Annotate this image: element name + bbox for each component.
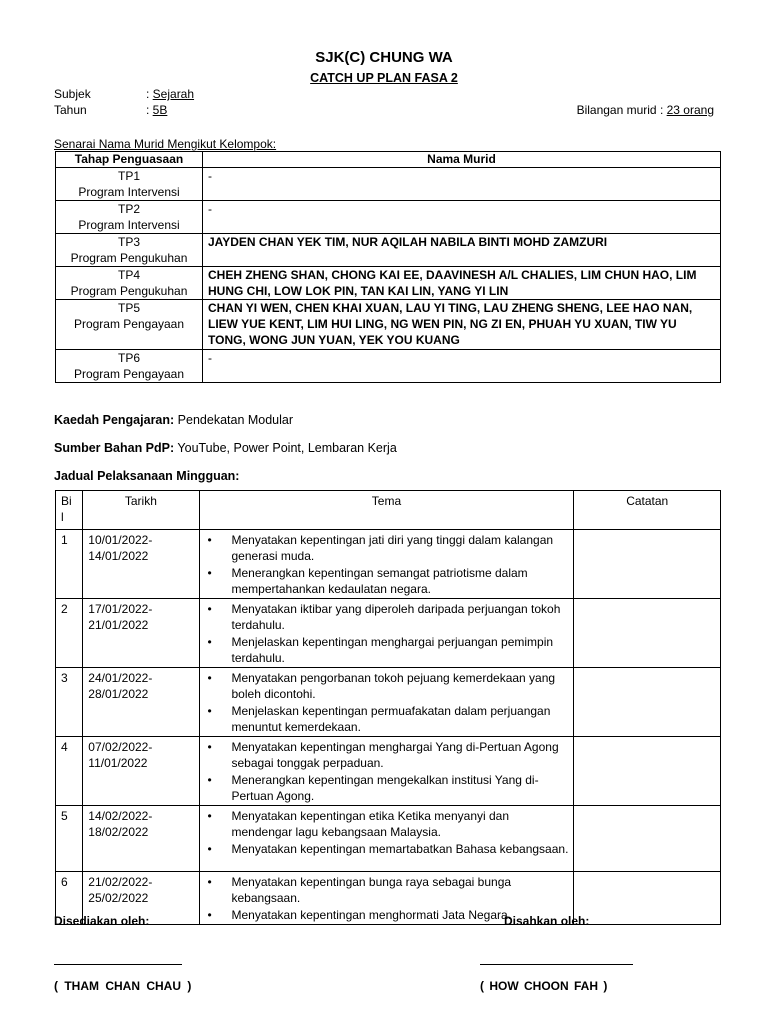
schedule-row — [56, 872, 721, 925]
sumber-bahan — [54, 440, 397, 456]
col-tema: Tema — [199, 491, 574, 530]
prepared-by-label: Disediakan oleh: — [54, 914, 150, 928]
student-names: - — [203, 201, 721, 234]
level-code: TP3 — [117, 235, 140, 249]
schedule-row — [56, 530, 721, 599]
prepared-signature-line — [54, 964, 182, 965]
group-table-header — [56, 152, 721, 168]
schedule-header — [56, 491, 721, 530]
tema-bullet: • Menyatakan kepentingan bunga raya sebagai bunga kebangsaan. — [204, 874, 570, 906]
student-names: - — [203, 350, 721, 383]
bil-cell: 6 — [56, 872, 83, 925]
level-cell — [56, 350, 203, 383]
student-names: CHAN YI WEN, CHEN KHAI XUAN, LAU YI TING, LAU ZHENG SHENG, LEE HAO NAN, LIEW YUE KENT, LIM HUI LING, NG WEN PIN, NG ZI EN, PHUAH YU XUAN, TIW YU TONG, WONG JUN YUAN, YEK YOU KUANG — [203, 300, 721, 350]
group-row-tp5 — [56, 300, 721, 350]
level-program: Program Pengayaan — [73, 367, 185, 381]
bilangan-label: Bilangan murid — [576, 103, 657, 117]
plan-title: CATCH UP PLAN FASA 2 — [310, 71, 458, 85]
level-code: TP1 — [117, 169, 140, 183]
level-code: TP4 — [117, 268, 140, 282]
tarikh-cell: 10/01/2022- 14/01/2022 — [83, 530, 199, 599]
tarikh-cell: 17/01/2022- 21/01/2022 — [83, 599, 199, 668]
bil-cell: 4 — [56, 737, 83, 806]
subjek-label: Subjek — [54, 87, 91, 101]
tema-cell — [199, 530, 574, 599]
sumber-label: Sumber Bahan PdP: — [54, 441, 175, 455]
catatan-cell — [574, 806, 721, 872]
tema-bullet: • Menyatakan kepentingan jati diri yang tinggi dalam kalangan generasi muda. — [204, 532, 570, 564]
level-program: Program Intervensi — [78, 185, 180, 199]
level-program: Program Pengukuhan — [70, 251, 188, 265]
group-row-tp3 — [56, 234, 721, 267]
schedule-row — [56, 737, 721, 806]
bil-cell: 3 — [56, 668, 83, 737]
approved-signature-line — [480, 964, 633, 965]
level-cell — [56, 201, 203, 234]
level-program: Program Pengukuhan — [70, 284, 188, 298]
tema-bullet: • Menerangkan kepentingan mengekalkan institusi Yang di-Pertuan Agong. — [204, 772, 570, 804]
level-cell — [56, 234, 203, 267]
schedule-row — [56, 806, 721, 872]
col-nama-murid: Nama Murid — [203, 152, 721, 168]
bilangan-value: 23 orang — [666, 103, 714, 117]
tema-bullet: • Menyatakan iktibar yang diperoleh daripada perjuangan tokoh terdahulu. — [204, 601, 570, 633]
sumber-value: YouTube, Power Point, Lembaran Kerja — [177, 441, 397, 455]
group-list-title: Senarai Nama Murid Mengikut Kelompok: — [54, 137, 277, 151]
tema-cell — [199, 599, 574, 668]
bil-cell: 1 — [56, 530, 83, 599]
level-code: TP2 — [117, 202, 140, 216]
level-code: TP5 — [117, 301, 140, 315]
student-names: - — [203, 168, 721, 201]
col-bil: Bi l — [56, 491, 83, 530]
tarikh-cell: 07/02/2022- 11/01/2022 — [83, 737, 199, 806]
catatan-cell — [574, 599, 721, 668]
schedule-row — [56, 668, 721, 737]
subjek-value: Sejarah — [152, 87, 195, 101]
tarikh-cell: 14/02/2022- 18/02/2022 — [83, 806, 199, 872]
col-tarikh: Tarikh — [83, 491, 199, 530]
catatan-cell — [574, 872, 721, 925]
level-code: TP6 — [117, 351, 140, 365]
catatan-cell — [574, 530, 721, 599]
kaedah-value: Pendekatan Modular — [177, 413, 294, 427]
tema-bullet: • Menyatakan kepentingan menghargai Yang di-Pertuan Agong sebagai tonggak perpaduan. — [204, 739, 570, 771]
prepared-by-name: ( THAM CHAN CHAU ) — [54, 979, 192, 993]
group-row-tp4 — [56, 267, 721, 300]
student-names: JAYDEN CHAN YEK TIM, NUR AQILAH NABILA BINTI MOHD ZAMZURI — [203, 234, 721, 267]
kaedah-pengajaran — [54, 412, 293, 428]
kaedah-label: Kaedah Pengajaran: — [54, 413, 175, 427]
tema-bullet: • Menerangkan kepentingan semangat patriotisme dalam mempertahankan kedaulatan negara. — [204, 565, 570, 597]
tema-bullet: • Menyatakan kepentingan menghormati Jata Negara. — [204, 907, 570, 923]
approved-by-name: ( HOW CHOON FAH ) — [480, 979, 608, 993]
level-program: Program Pengayaan — [73, 317, 185, 331]
tema-bullet: • Menyatakan kepentingan memartabatkan Bahasa kebangsaan. — [204, 841, 570, 857]
col-catatan: Catatan — [574, 491, 721, 530]
level-cell — [56, 168, 203, 201]
level-cell — [56, 300, 203, 350]
school-name: SJK(C) CHUNG WA — [315, 49, 453, 66]
level-program: Program Intervensi — [78, 218, 180, 232]
group-row-tp1 — [56, 168, 721, 201]
tema-bullet: • Menyatakan pengorbanan tokoh pejuang kemerdekaan yang boleh dicontohi. — [204, 670, 570, 702]
col-tahap-penguasaan: Tahap Penguasaan — [56, 152, 203, 168]
catatan-cell — [574, 668, 721, 737]
tahun-value: 5B — [152, 103, 168, 117]
bil-cell: 5 — [56, 806, 83, 872]
tarikh-cell: 24/01/2022- 28/01/2022 — [83, 668, 199, 737]
tahun-label: Tahun — [54, 103, 87, 117]
tema-bullet: • Menyatakan kepentingan etika Ketika menyanyi dan mendengar lagu kebangsaan Malaysia. — [204, 808, 570, 840]
tema-cell — [199, 737, 574, 806]
jadual-title: Jadual Pelaksanaan Mingguan: — [54, 469, 240, 483]
schedule-row — [56, 599, 721, 668]
group-table — [55, 151, 721, 383]
bil-cell: 2 — [56, 599, 83, 668]
meta-tahun-row: Tahun : 5B Bilangan murid : 23 orang — [54, 103, 714, 117]
tema-bullet: • Menjelaskan kepentingan menghargai perjuangan pemimpin terdahulu. — [204, 634, 570, 666]
bilangan-murid: Bilangan murid : 23 orang — [576, 103, 714, 117]
student-names: CHEH ZHENG SHAN, CHONG KAI EE, DAAVINESH A/L CHALIES, LIM CHUN HAO, LIM HUNG CHI, LOW LOK PIN, TAN KAI LIN, YANG YI LIN — [203, 267, 721, 300]
level-cell — [56, 267, 203, 300]
group-row-tp2 — [56, 201, 721, 234]
catatan-cell — [574, 737, 721, 806]
schedule-table — [55, 490, 721, 925]
tema-bullet: • Menjelaskan kepentingan permuafakatan dalam perjuangan menuntut kemerdekaan. — [204, 703, 570, 735]
meta-subjek-row: Subjek : Sejarah — [54, 87, 195, 101]
approved-by-label: Disahkan oleh: — [504, 914, 590, 928]
group-row-tp6 — [56, 350, 721, 383]
tarikh-cell: 21/02/2022- 25/02/2022 — [83, 872, 199, 925]
tema-cell — [199, 806, 574, 872]
tema-cell — [199, 668, 574, 737]
